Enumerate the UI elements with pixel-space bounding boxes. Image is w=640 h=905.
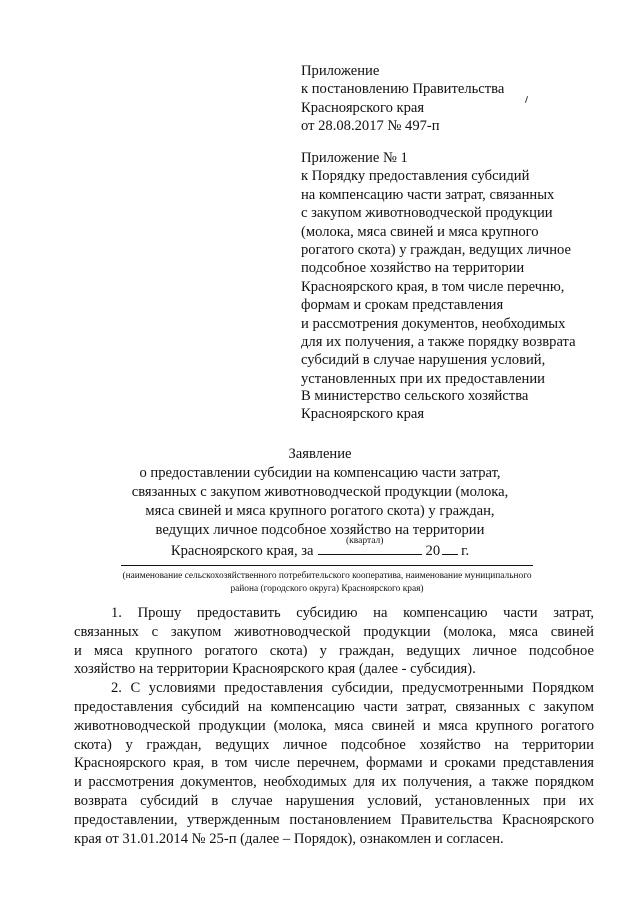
- appendix-1-header: [301, 149, 576, 388]
- paragraph-line: скота) у граждан, ведущих личное подсобное хозяйство на территории: [74, 736, 594, 753]
- paragraph-line: 2. С условиями предоставления субсидии, предусмотренными Порядком: [111, 680, 594, 697]
- appendix-1-line: формам и срокам представления: [301, 297, 504, 314]
- appendix-line: к постановлению Правительства: [301, 81, 505, 98]
- paragraph-2: [74, 679, 594, 848]
- appendix-line: Приложение: [301, 63, 380, 79]
- application-title: [100, 445, 540, 561]
- paragraph-1: [74, 604, 594, 679]
- appendix-1-line: к Порядку предоставления субсидий: [301, 168, 530, 185]
- title-last-line: [100, 540, 540, 561]
- title-line: о предоставлении субсидии на компенсацию части затрат,: [139, 465, 501, 481]
- applicant-hint-line: (наименование сельскохозяйственного потребительского кооператива, наименование муниципального: [122, 571, 532, 581]
- addressee-line: В министерство сельского хозяйства: [301, 388, 529, 404]
- year-blank-field[interactable]: [442, 540, 458, 555]
- appendix-1-line: на компенсацию части затрат, связанных: [301, 186, 555, 203]
- title-heading: Заявление: [288, 446, 352, 462]
- year-suffix: г.: [461, 543, 470, 559]
- addressee-line: Красноярского края: [301, 406, 425, 423]
- appendix-1-line: установленных при их предоставлении: [301, 370, 545, 387]
- title-line: мяса свиней и мяса крупного рогатого скота) у граждан,: [145, 503, 495, 519]
- paragraph-line: Красноярского края, в том числе перечнем, формами и сроками представления: [74, 755, 594, 772]
- title-line: связанных с закупом животноводческой продукции (молока,: [131, 484, 509, 500]
- appendix-line: Красноярского края: [301, 99, 425, 116]
- quarter-hint: (квартал): [346, 536, 384, 546]
- paragraph-line: хозяйство на территории Красноярского края (далее - субсидия).: [74, 661, 476, 678]
- appendix-1-line: и рассмотрения документов, необходимых: [301, 315, 566, 332]
- appendix-1-line: с закупом животноводческой продукции: [301, 205, 553, 222]
- applicant-hint-line: района (городского округа) Красноярского края): [230, 583, 424, 594]
- stray-pen-mark: [525, 96, 528, 103]
- paragraph-line: 1. Прошу предоставить субсидию на компенсацию части затрат,: [111, 605, 594, 621]
- addressee-block: [301, 387, 528, 424]
- appendix-header: [301, 62, 504, 136]
- paragraph-line: животноводческой продукции (молока, мяса свиней и мяса крупного рогатого: [74, 717, 594, 734]
- appendix-line: от 28.08.2017 № 497-п: [301, 118, 440, 135]
- application-body: [74, 604, 594, 848]
- appendix-1-line: субсидий в случае нарушения условий,: [301, 352, 546, 369]
- paragraph-line: края от 31.01.2014 № 25-п (далее – Порядок), ознакомлен и согласен.: [74, 830, 504, 847]
- paragraph-line: связанных с закупом животноводческой продукции (молока, мяса свиней: [74, 623, 594, 640]
- applicant-name-hint: [110, 570, 544, 595]
- appendix-1-line: Приложение № 1: [301, 150, 408, 166]
- appendix-1-line: подсобное хозяйство на территории: [301, 260, 525, 277]
- applicant-name-blank-field[interactable]: [121, 565, 533, 566]
- appendix-1-line: для их получения, а также порядку возврата: [301, 334, 576, 351]
- appendix-1-line: Красноярского края, в том числе перечню,: [301, 278, 565, 295]
- paragraph-line: возврата субсидий в случае нарушения условий, установленных при их: [74, 792, 594, 809]
- paragraph-line: предоставлении, утвержденным постановлением Правительства Красноярского: [74, 811, 594, 828]
- title-line: ведущих личное подсобное хозяйство на территории: [155, 522, 485, 538]
- appendix-1-line: рогатого скота) у граждан, ведущих личное: [301, 242, 571, 259]
- paragraph-line: и мяса крупного рогатого скота) у граждан, ведущих личное подсобное: [74, 642, 594, 659]
- paragraph-line: и рассмотрения документов, необходимых для их получения, а также порядком: [74, 774, 594, 791]
- appendix-1-line: (молока, мяса свиней и мяса крупного: [301, 223, 539, 240]
- year-prefix: 20: [425, 543, 441, 559]
- paragraph-line: предоставления субсидий на компенсацию части затрат, связанных с закупом: [74, 698, 594, 715]
- title-period-label: Красноярского края, за: [170, 543, 314, 559]
